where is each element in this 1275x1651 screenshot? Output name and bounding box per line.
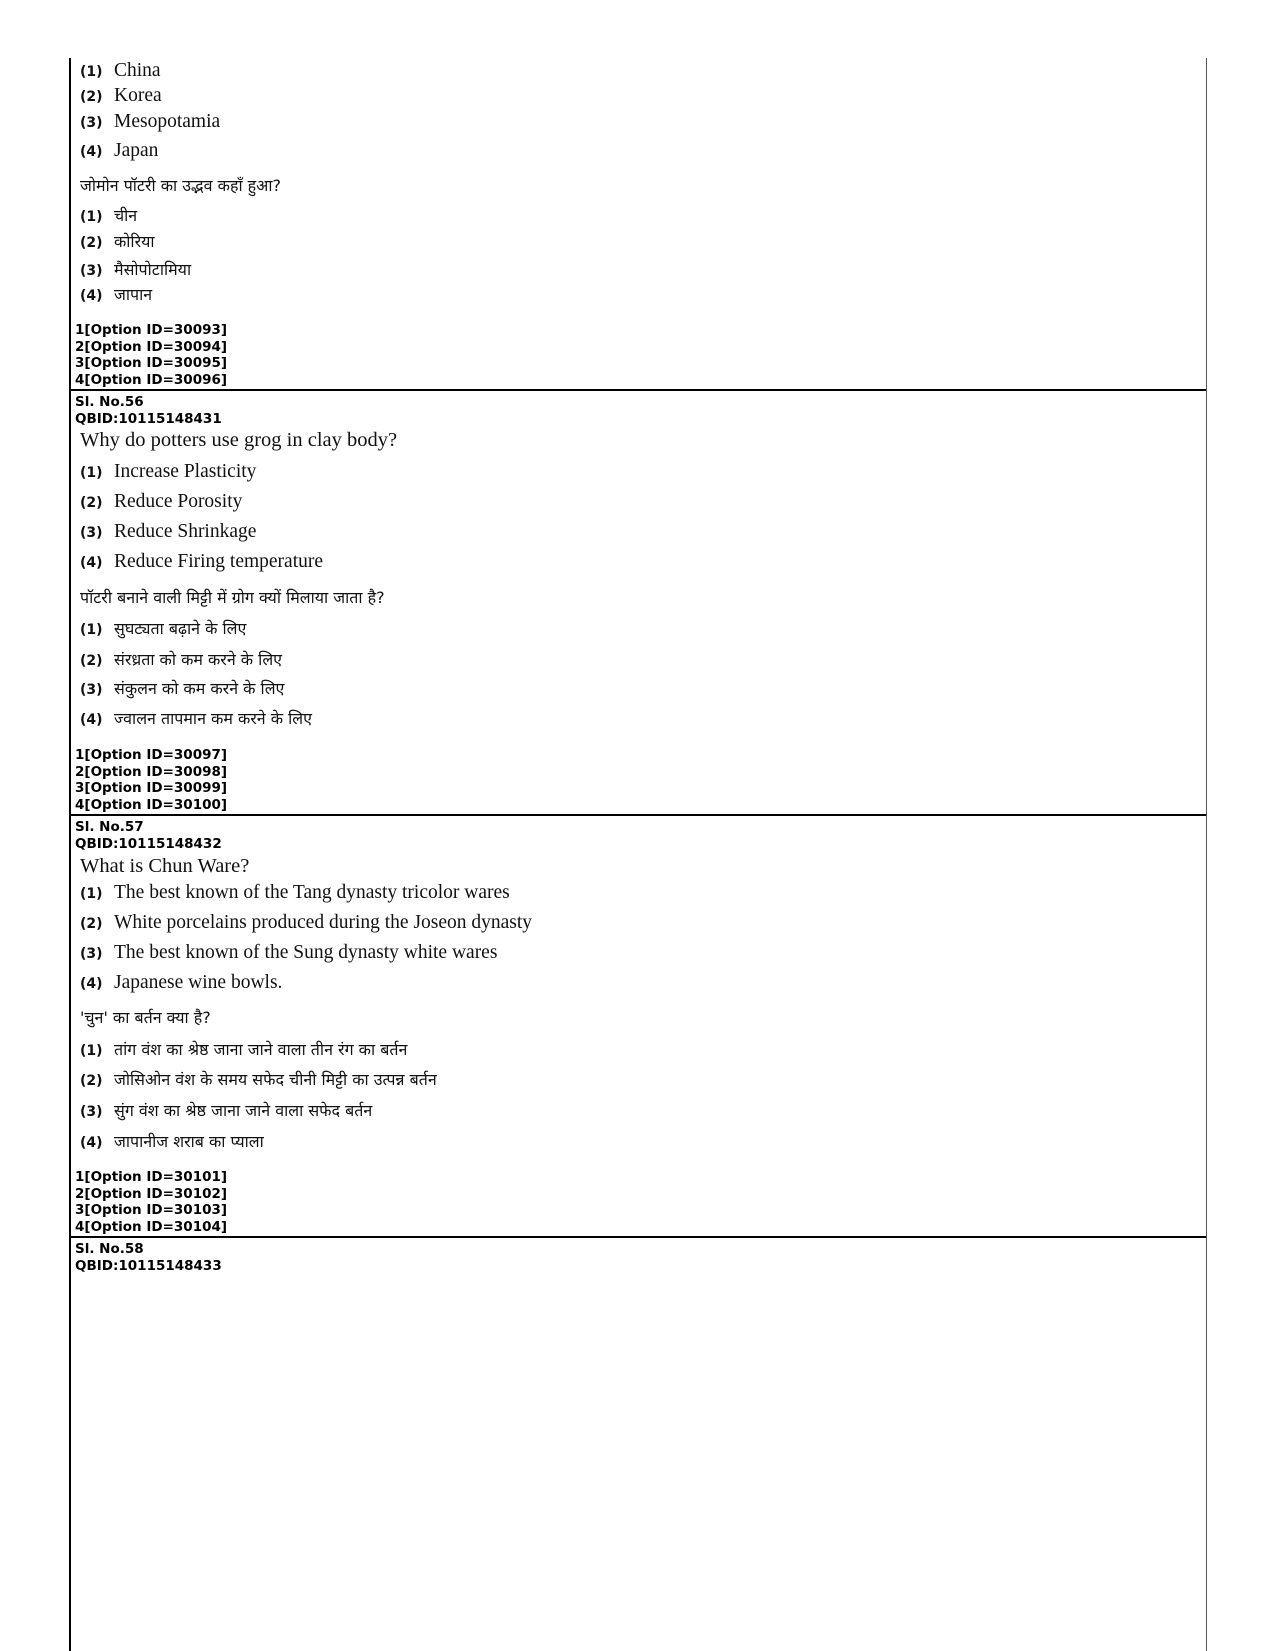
- option-number: (2): [80, 89, 103, 105]
- option-number: (4): [80, 144, 103, 160]
- option-id: 3[Option ID=30103]: [75, 1202, 228, 1218]
- option-en-2: [80, 912, 532, 934]
- option-number: (2): [80, 235, 103, 251]
- option-hi-2: [80, 230, 155, 252]
- qbid: QBID:10115148431: [75, 410, 222, 427]
- option-text: Increase Plasticity: [114, 461, 257, 482]
- option-hi-2: [80, 1068, 437, 1090]
- option-text: Japan: [114, 140, 159, 161]
- option-text: तांग वंश का श्रेष्ठ जाना जाने वाला तीन रंग का बर्तन: [114, 1040, 408, 1059]
- option-number: (3): [80, 263, 103, 279]
- option-id: 4[Option ID=30096]: [75, 371, 228, 388]
- question-divider: [71, 1236, 1206, 1238]
- question-header: [75, 1241, 222, 1274]
- option-text: The best known of the Tang dynasty tricolor wares: [114, 882, 510, 903]
- option-en-3: [80, 942, 497, 964]
- option-hi-4: [80, 707, 312, 729]
- option-text: ज्वालन तापमान कम करने के लिए: [114, 709, 312, 728]
- option-number: (1): [80, 64, 103, 80]
- option-hi-3: [80, 677, 284, 699]
- option-en-1: [80, 882, 510, 904]
- option-number: (3): [80, 115, 103, 131]
- option-number: (4): [80, 555, 103, 571]
- option-text: मैसोपोटामिया: [114, 260, 192, 279]
- option-text: जोसिओन वंश के समय सफेद चीनी मिट्टी का उत्पन्न बर्तन: [114, 1070, 437, 1089]
- option-text: जापानीज शराब का प्याला: [114, 1132, 264, 1151]
- option-text: The best known of the Sung dynasty white wares: [114, 942, 498, 963]
- option-en-4: [80, 551, 323, 573]
- option-text: सुघट्यता बढ़ाने के लिए: [114, 619, 247, 638]
- option-id: 1[Option ID=30101]: [75, 1169, 228, 1185]
- option-text: China: [114, 60, 161, 81]
- option-number: (1): [80, 886, 103, 902]
- option-id: 1[Option ID=30097]: [75, 747, 228, 763]
- serial-number: Sl. No.58: [75, 1241, 144, 1257]
- option-id-list: [75, 322, 227, 388]
- option-en-4: [80, 972, 282, 994]
- question-text-hindi: पॉटरी बनाने वाली मिट्टी में ग्रोग क्यों मिलाया जाता है?: [80, 588, 385, 607]
- option-id: 3[Option ID=30099]: [75, 780, 228, 796]
- option-number: (3): [80, 946, 103, 962]
- option-id: 4[Option ID=30104]: [75, 1218, 228, 1235]
- option-id: 3[Option ID=30095]: [75, 355, 228, 371]
- option-number: (1): [80, 465, 103, 481]
- option-id-list: [75, 747, 227, 813]
- option-hi-1: [80, 204, 137, 226]
- option-hi-4: [80, 1130, 264, 1152]
- option-en-1: [80, 60, 161, 82]
- question-paper-frame: [69, 58, 1207, 1651]
- option-hi-2: [80, 648, 282, 670]
- option-number: (2): [80, 653, 103, 669]
- option-hi-1: [80, 617, 246, 639]
- option-number: (3): [80, 525, 103, 541]
- serial-number: Sl. No.56: [75, 394, 144, 410]
- option-en-3: [80, 111, 220, 133]
- option-id: 1[Option ID=30093]: [75, 322, 228, 338]
- option-number: (4): [80, 1135, 103, 1151]
- option-text: Japanese wine bowls.: [114, 972, 283, 993]
- option-text: संरध्रता को कम करने के लिए: [114, 650, 283, 669]
- option-number: (3): [80, 682, 103, 698]
- option-en-4: [80, 140, 158, 162]
- option-text: Mesopotamia: [114, 111, 221, 132]
- question-text-hindi: जोमोन पॉटरी का उद्भव कहाँ हुआ?: [80, 176, 282, 195]
- question-header: [75, 394, 222, 427]
- question-text-english: What is Chun Ware?: [80, 855, 250, 877]
- option-id: 2[Option ID=30098]: [75, 763, 228, 780]
- option-id: 4[Option ID=30100]: [75, 796, 228, 813]
- option-text: जापान: [114, 285, 153, 304]
- option-hi-3: [80, 1099, 372, 1121]
- serial-number: Sl. No.57: [75, 819, 144, 835]
- option-number: (3): [80, 1104, 103, 1120]
- option-en-3: [80, 521, 256, 543]
- option-number: (2): [80, 1073, 103, 1089]
- option-id: 2[Option ID=30102]: [75, 1185, 228, 1202]
- option-en-2: [80, 85, 162, 107]
- question-text-hindi: 'चुन' का बर्तन क्या है?: [80, 1008, 211, 1027]
- option-number: (4): [80, 976, 103, 992]
- question-divider: [71, 389, 1206, 391]
- option-number: (1): [80, 622, 103, 638]
- option-text: Reduce Firing temperature: [114, 551, 324, 572]
- option-number: (2): [80, 495, 103, 511]
- option-hi-1: [80, 1038, 407, 1060]
- option-number: (4): [80, 288, 103, 304]
- question-header: [75, 819, 222, 852]
- option-en-2: [80, 491, 242, 513]
- option-text: कोरिया: [114, 232, 155, 251]
- option-number: (1): [80, 1043, 103, 1059]
- question-text-english: Why do potters use grog in clay body?: [80, 429, 398, 451]
- option-number: (2): [80, 916, 103, 932]
- option-hi-4: [80, 283, 152, 305]
- option-en-1: [80, 461, 256, 483]
- option-text: Reduce Shrinkage: [114, 521, 257, 542]
- option-text: Reduce Porosity: [114, 491, 243, 512]
- qbid: QBID:10115148432: [75, 835, 222, 852]
- option-text: चीन: [114, 206, 138, 225]
- option-id-list: [75, 1169, 227, 1235]
- option-text: Korea: [114, 85, 162, 106]
- option-hi-3: [80, 258, 191, 280]
- option-number: (1): [80, 209, 103, 225]
- option-id: 2[Option ID=30094]: [75, 338, 228, 355]
- qbid: QBID:10115148433: [75, 1257, 222, 1274]
- option-text: सुंग वंश का श्रेष्ठ जाना जाने वाला सफेद बर्तन: [114, 1101, 373, 1120]
- option-number: (4): [80, 712, 103, 728]
- question-divider: [71, 814, 1206, 816]
- option-text: संकुलन को कम करने के लिए: [114, 679, 285, 698]
- option-text: White porcelains produced during the Joseon dynasty: [114, 912, 533, 933]
